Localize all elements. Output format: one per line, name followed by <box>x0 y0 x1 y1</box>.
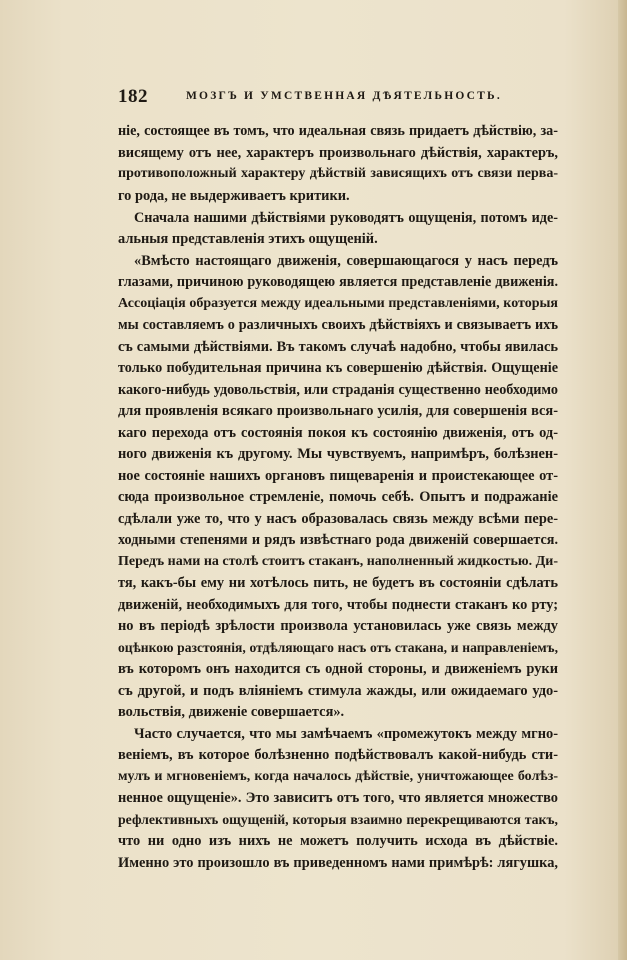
text-line: съ самыми дѣйствіями. Въ такомъ случаѣ надобно, чтобы явилась <box>118 339 558 355</box>
text-line: ное состояніе нашихъ органовъ пищеваренія и проистекающее от- <box>118 468 558 484</box>
text-line: ного движенія къ другому. Мы чувствуемъ, напримѣръ, болѣзнен- <box>118 446 558 462</box>
text-line: Часто случается, что мы замѣчаемъ «промежутокъ между мгно- <box>134 726 558 742</box>
text-line: оцѣнкою разстоянія, отдѣляющаго насъ отъ стакана, и направленіемъ, <box>118 640 558 655</box>
text-line: съ другой, и подъ вліяніемъ стимула жажды, или ожидаемаго удо- <box>118 683 558 699</box>
text-line: глазами, причиною руководящею является представленіе движенія. <box>118 274 558 290</box>
text-line: мы составляемъ о различныхъ своихъ дѣйствіяхъ и связываетъ ихъ <box>118 317 558 333</box>
text-line: висящему отъ нее, характеръ произвольнаго дѣйствія, характеръ, <box>118 145 558 161</box>
running-title: МОЗГЪ И УМСТВЕННАЯ ДѢЯТЕЛЬНОСТЬ. <box>186 90 502 102</box>
text-line: ходными степенями и рядъ извѣстнаго рода движеній совершается. <box>118 532 558 548</box>
text-line: въ которомъ онъ находится съ одной стороны, и движеніемъ руки <box>118 661 558 677</box>
text-line: ненное ощущеніе». Это зависитъ отъ того, что является множество <box>118 790 558 806</box>
text-line: только побудительная причина къ совершенію дѣйствія. Ощущеніе <box>118 360 558 376</box>
text-line: «Вмѣсто настоящаго движенія, совершающагося у насъ передъ <box>134 253 558 269</box>
text-line: го рода, не выдерживаетъ критики. <box>118 188 350 204</box>
text-line: тя, какъ-бы ему ни хотѣлось пить, не будетъ въ состояніи сдѣлать <box>118 575 558 591</box>
text-line: Сначала нашими дѣйствіями руководятъ ощущенія, потомъ иде- <box>134 210 558 226</box>
text-line: сдѣлали уже то, что у насъ образовалась связь между всѣми пере- <box>118 511 558 527</box>
text-line: противоположный характеру дѣйствій зависящихъ отъ связи перва- <box>118 166 558 181</box>
text-line: вольствія, движеніе совершается». <box>118 704 345 720</box>
text-line: какого-нибудь удовольствія, или страданія существенно необходимо <box>118 382 558 398</box>
text-line: рефлективныхъ ощущеній, которыя взаимно перекрещиваются такъ, <box>118 812 558 827</box>
text-line: что ни одно изъ нихъ не можетъ получить исхода въ дѣйствіе. <box>118 833 558 849</box>
text-line: Ассоціація образуется между идеальными представленіями, которыя <box>118 296 558 311</box>
text-line: для проявленія всякаго произвольнаго усилія, для совершенія вся- <box>118 403 558 419</box>
text-line: каго перехода отъ состоянія покоя къ состоянію движенія, отъ од- <box>118 425 558 441</box>
text-line: веніемъ, въ которое болѣзненно подѣйствовалъ какой-нибудь сти- <box>118 747 558 763</box>
text-line: сюда произвольное стремленіе, помочь себѣ. Опытъ и подражаніе <box>118 489 558 505</box>
text-line: но въ періодѣ зрѣлости произвола установилась уже связь между <box>118 618 558 634</box>
page-number: 182 <box>118 86 148 107</box>
page-header <box>118 86 558 110</box>
text-line: альныя представленія этихъ ощущеній. <box>118 231 378 247</box>
page-edge <box>618 0 627 960</box>
text-line: мулъ и мгновеніемъ, когда началось дѣйствіе, уничтожающее болѣз- <box>118 769 558 784</box>
text-line: движеній, необходимыхъ для того, чтобы поднести стаканъ ко рту; <box>118 597 558 613</box>
text-line: ніе, состоящее въ томъ, что идеальная связь придаетъ дѣйствію, за- <box>118 123 558 139</box>
text-line: Передъ нами на столѣ стоитъ стаканъ, наполненный жидкостью. Ди- <box>118 554 558 569</box>
text-line: Именно это произошло въ приведенномъ нами примѣрѣ: лягушка, <box>118 855 558 871</box>
